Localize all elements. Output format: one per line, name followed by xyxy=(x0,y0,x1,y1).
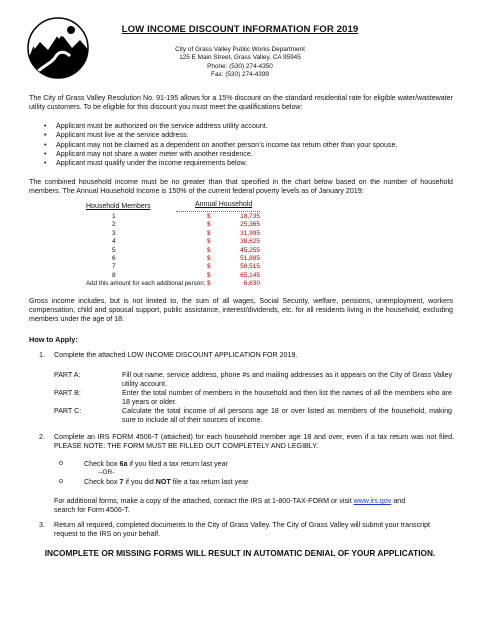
list-item: • Applicant must qualify under the income requirements below. xyxy=(44,159,454,168)
table-cell-income: 31,995 xyxy=(240,229,260,237)
table-cell-members: 3 xyxy=(112,229,116,237)
list-item: • Applicant must be authorized on the service address utility account. xyxy=(44,122,454,131)
address-line: 125 E Main Street, Grass Valley, CA 95945 xyxy=(179,54,301,62)
currency-symbol: $ xyxy=(207,271,211,279)
option-text: file a tax return last year xyxy=(170,478,249,486)
part-a-label: PART A: xyxy=(54,371,81,379)
irs-website-link[interactable]: www.irs.gov xyxy=(353,497,392,505)
option-not-filed-return xyxy=(84,478,248,486)
table-cell-members: 2 xyxy=(112,221,116,229)
part-a-text: Fill out name, service address, phone #s and mailing addresses as it appears on the City of Grass Valley utility account. xyxy=(122,371,452,389)
currency-symbol: $ xyxy=(207,246,211,254)
how-to-apply-heading: How to Apply: xyxy=(29,335,78,344)
table-header-rule xyxy=(176,211,260,212)
option-text: if you did xyxy=(123,478,156,486)
table-cell-income: 65,145 xyxy=(240,271,260,279)
table-cell-members: 4 xyxy=(112,238,116,246)
option-marker: o xyxy=(59,460,63,467)
table-cell-members: 1 xyxy=(112,213,116,220)
currency-symbol: $ xyxy=(207,280,211,287)
list-item: • Applicant may not be claimed as a dependent on another person’s income tax return other than your spouse. xyxy=(44,141,454,150)
part-b-label: PART B: xyxy=(54,389,81,397)
table-cell-income: 45,255 xyxy=(240,246,260,254)
department-address xyxy=(0,46,480,79)
option-text: Check box xyxy=(84,478,120,486)
address-line: Fax: (530) 274-4399 xyxy=(211,70,269,78)
intro-paragraph: The City of Grass Valley Resolution No. 91-195 allows for a 15% discount on the standard residential rate for eligible water/wastewater utility customers. To be eligible for this discount you must meet the qualifications below: xyxy=(29,94,453,112)
currency-symbol: $ xyxy=(207,221,211,229)
table-header-income: Annual Household xyxy=(195,201,253,208)
step-text: Return all required, completed documents to the City of Grass Valley. The City of Grass Valley will submit your transcript request to the IRS on your behalf. xyxy=(54,521,430,539)
table-cell-income: 58,515 xyxy=(240,263,260,271)
option-emphasis: NOT xyxy=(155,478,171,486)
qualifications-list xyxy=(44,122,454,168)
currency-symbol: $ xyxy=(207,255,211,262)
additional-forms-text xyxy=(54,497,454,515)
table-cell-members: 7 xyxy=(112,263,116,271)
forms-text: For additional forms, make a copy of the attached, contact the IRS at 1-800-TAX-FORM or visit xyxy=(54,497,354,505)
gross-income-paragraph: Gross income includes, but is not limited to, the sum of all wages, Social Security, welfare, pensions, unemployment, workers compensation, child and spousal support, public assistance, interest/dividends, etc. for all residents living in the household, excluding members under the age of 18. xyxy=(29,297,453,324)
table-cell-members: 6 xyxy=(112,255,116,262)
option-box-number: 7 xyxy=(119,478,124,486)
step-text: Complete the attached LOW INCOME DISCOUNT APPLICATION FOR 2019. xyxy=(54,351,298,359)
table-cell-income: 51,885 xyxy=(240,255,260,262)
option-filed-return xyxy=(84,460,228,468)
additional-person-label: Add this amount for each additional person: xyxy=(86,280,206,287)
table-cell-income: 38,625 xyxy=(240,238,260,246)
option-box-number: 6a xyxy=(119,460,128,468)
address-line: City of Grass Valley Public Works Department xyxy=(175,46,305,53)
part-c-label: PART C: xyxy=(54,407,82,415)
step-number: 3. xyxy=(39,521,45,529)
document-title: LOW INCOME DISCOUNT INFORMATION FOR 2019 xyxy=(121,24,359,35)
income-paragraph: The combined household income must be no greater than that specified in the chart below based on the number of household members. The Annual Household Income is 150% of the current federal poverty levels as of January 2019: xyxy=(29,178,453,196)
currency-symbol: $ xyxy=(207,229,211,237)
step-number: 1. xyxy=(39,351,45,359)
forms-text: and xyxy=(391,497,406,505)
option-text: Check box xyxy=(84,460,120,468)
step-text: Complete an IRS FORM 4506-T (attached) for each household member age 18 and over, even if a tax return was not filed. PLEASE NOTE: THE FORM MUST BE FILLED OUT COMPLETELY AND LEGIBLY. xyxy=(54,433,454,451)
table-cell-income: 18,735 xyxy=(240,213,260,220)
step-number: 2. xyxy=(39,433,45,441)
option-text: if you filed a tax return last year xyxy=(127,460,228,468)
list-item: • Applicant must live at the service address. xyxy=(44,131,454,140)
currency-symbol: $ xyxy=(207,263,211,271)
table-cell-income: 25,365 xyxy=(240,221,260,229)
currency-symbol: $ xyxy=(207,213,211,220)
table-cell-members: 8 xyxy=(112,271,116,279)
part-c-text: Calculate the total income of all persons age 18 or over listed as members of the household, making sure to include all of their sources of income. xyxy=(122,407,452,425)
table-cell-members: 5 xyxy=(112,246,116,254)
forms-text: search for Form 4506-T. xyxy=(54,506,130,515)
address-line: Phone: (530) 274-4350 xyxy=(207,62,273,70)
option-marker: o xyxy=(59,478,63,485)
currency-symbol: $ xyxy=(207,238,211,246)
additional-person-amount: 6,630 xyxy=(243,280,260,287)
list-item: • Applicant may not share a water meter with another residence. xyxy=(44,150,454,159)
table-header-members: Household Members xyxy=(86,203,151,210)
denial-warning: INCOMPLETE OR MISSING FORMS WILL RESULT IN AUTOMATIC DENIAL OF YOUR APPLICATION. xyxy=(44,548,436,558)
part-b-text: Enter the total number of members in the household and then list the names of all the members who are 18 years or older. xyxy=(122,389,452,407)
or-separator: --OR- xyxy=(98,469,115,476)
